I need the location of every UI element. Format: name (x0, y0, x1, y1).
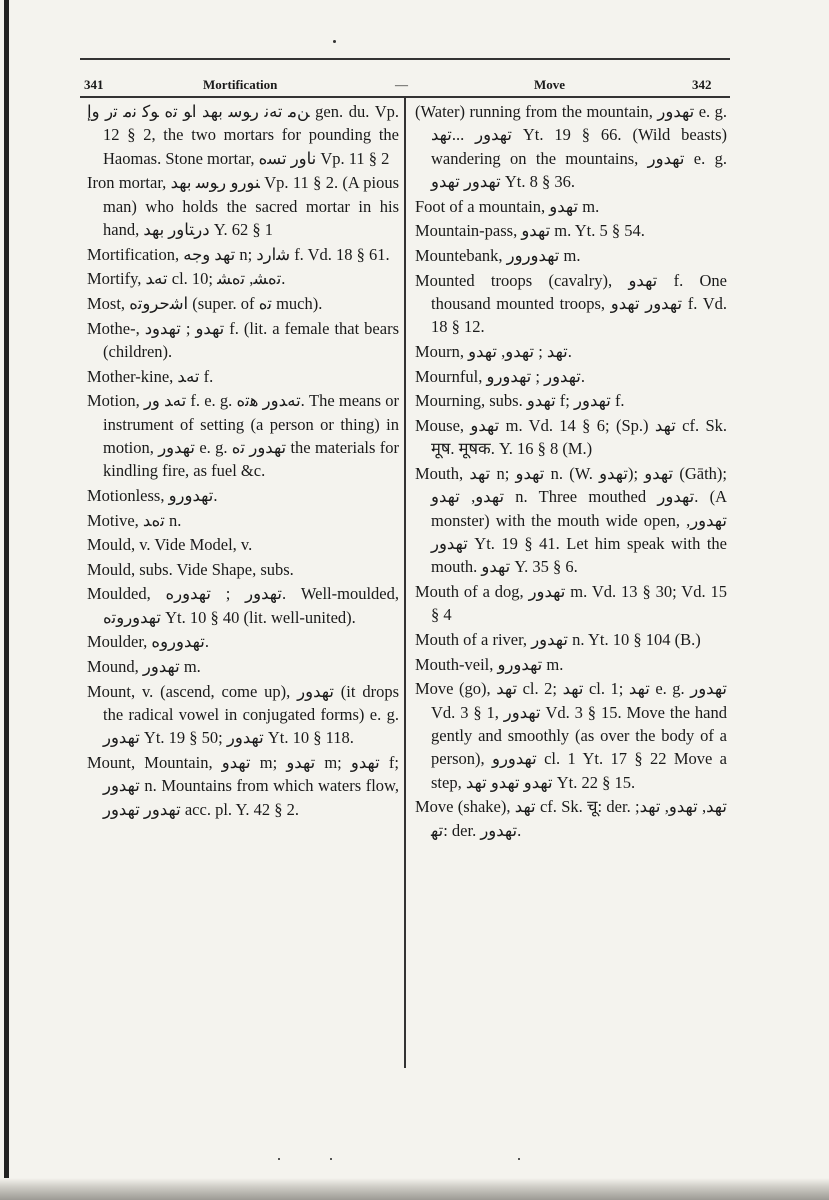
entry: Mouth, ﺗﻬﺪ n; ﺗﻬﺪﻭ n. (W. ﺗﻬﺪﻭ); ﺗﻬﺪﻭ (Gāth); ﺗﻬﺪﻭ, ﺗﻬﺪﻭ n. Three mouthed ﺗﻬﺪﻭﺭ. (A monster) with the mouth wide open, ﺗﻬﺪﻭﺭ, ﺗﻬﺪﻭﺭ Yt. 19 § 41. Let him speak with the mouth. ﺗﻬﺪﻭ Y. 35 § 6. (415, 463, 727, 577)
entry: Move (go), ﺗﻬﺪ cl. 2; ﺗﻬﺪ cl. 1; ﺗﻬﺪ e. g. ﺗﻬﺪﻭﺭ Vd. 3 § 1, ﺗﻬﺪﻭﺭ Vd. 3 § 15. Move the hand gently and smoothly (as over the body of a person), ﺗﻬﺪﻭﺭﻭ cl. 1 Yt. 17 § 22 Move a step, ﺗﻬﺪﻭ ﺗﻬﺪﻭ ﺗﻬﺪ Yt. 22 § 15. (415, 679, 728, 792)
entry: Mounted troops (cavalry), ﺗﻬﺪﻭ f. One thousand mounted troops, ﺗﻬﺪﻭﺭ ﺗﻬﺪﻭ f. Vd. 18 § 12. (415, 270, 727, 337)
entry: Foot of a mountain, ﺗﻬﺪﻭ m. (415, 196, 600, 216)
page-header (80, 58, 730, 98)
entry: Moulder, ﺗﻬﺪﻭﺭﻭﻩ. (87, 632, 209, 652)
left-column (87, 100, 399, 822)
entry: Moulded, ﺗﻬﺪﻭﺭ ; ﺗﻬﺪﻭﺭﻩ. Well-moulded, ﺗﻬﺪﻭﺭﻭﺗﻩ Yt. 10 § 40 (lit. well-united). (87, 584, 399, 627)
entry: Mount, Mountain, ﺗﻬﺪﻭ m; ﺗﻬﺪﻭ m; ﺗﻬﺪﻭ f; ﺗﻬﺪﻭﺭ n. Mountains from which waters flow, ﺗﻬﺪﻭﺭ ﺗﻬﺪﻭﺭ acc. pl. Y. 42 § 2. (87, 752, 399, 819)
entry: Motive, ﺗﻩﺪ n. (87, 510, 182, 530)
entry: Mortify, ﺗﻪﺪ cl. 10; ﺗﻩﺸ, ﺗﻩﺸ. (87, 269, 286, 289)
entry: Mother-kine, ﺗﻪﺪ f. (87, 366, 214, 386)
entry: Motion, ﺗﻪﺪ ﻭﺭ f. e. g. ﺗﻪﺪﻭﺭ ﻫﺗﻩ. The means or instrument of setting (a person or thing) in motion, ﺗﻬﺪﻭﺭ e. g. ﺗﻬﺪﻭﺭ ﺗﻩ the materials for kindling fire, as fuel &c. (87, 391, 399, 481)
entry: Iron mortar, ﻨﻮﺭﻭ ﺭﻮﺳ ﺑﻬﺪ Vp. 11 § 2. (A pious man) who holds the sacred mortar in his hand, ﺩﺭﺘﺎﻭﺭ ﺑﻬﺪ Y. 62 § 1 (87, 173, 400, 240)
entry: Mountain-pass, ﺗﻬﺪﻭ m. Yt. 5 § 54. (415, 221, 645, 241)
entry: Mourn, ﺗﻬﺪ ; ﺗﻬﺪﻭ, ﺗﻬﺪﻭ. (415, 342, 572, 361)
binding-edge (4, 0, 9, 1200)
entry: Mournful, ﺗﻬﺪﻭﺭ ; ﺗﻬﺪﻭﺭﻭ. (415, 366, 586, 386)
entry: Mountebank, ﺗﻬﺪﻭﺭﻭﺭ m. (415, 246, 581, 265)
entry: Most, ﺍﺷﺣﺮﻭﺗﻩ (super. of ﺗﻩ much). (87, 294, 323, 313)
column-divider (404, 96, 406, 1068)
running-head-right: Move (534, 77, 566, 92)
entry: Mouse, ﺗﻬﺪﻭ m. Vd. 14 § 6; (Sp.) ﺗﻬﺪ cf. Sk. मूष. मूषक. Y. 16 § 8 (M.) (415, 415, 728, 459)
entry: Mouth of a dog, ﺗﻬﺪﻭﺭ m. Vd. 13 § 30; Vd. 15 § 4 (415, 582, 727, 625)
page-number-right: 342 (692, 77, 712, 92)
right-column (415, 100, 727, 843)
scan-shadow (0, 1178, 829, 1200)
entry: Mothe-, ﺗﻬﺪﻭ ; ﺗﻬﺪﻭﺩ f. (lit. a female that bears (children). (87, 318, 399, 361)
print-specks (278, 1158, 578, 1168)
entry: Move (shake), ﺗﻬﺪ cf. Sk. चू: der. ﺗﻬﺪ, ﺗﻬﺪﻭ, ﺗﻬﺪ; ﺗﻬ: der. ﺗﻬﺪﻭﺭ. (415, 797, 727, 840)
entry: Mouth-veil, ﺗﻬﺪﻭﺭﻭ m. (415, 654, 564, 674)
entry: (Water) running from the mountain, ﺗﻬﺪﻭﺭ e. g. ﺗﻬﺪﻭﺭ ...ﺗﻬﺪ Yt. 19 § 66. (Wild beasts) wandering on the mountains, ﺗﻬﺪﻭﺭ e. g. ﺗﻬﺪﻭﺭ ﺗﻬﺪﻭ Yt. 8 § 36. (415, 102, 727, 192)
entry: ﻦﻣ ﺗﻪﻧ ﺭﻮﺳ ﺑﻬﺪ ﺍﻮ ﺗﻩ ﻮﻛ ﻧﻣ ﺗﺭ ﻭﺇ gen. du. Vp. 12 § 2, the two mortars for pounding the Haomas. Stone mortar, ﻧﺎﻭﺭ ﺗﺴﻩ Vp. 11 § 2 (87, 102, 399, 168)
entry: Mount, v. (ascend, come up), ﺗﻬﺪﻭﺭ (it drops the radical vowel in conjugated forms) e. g. ﺗﻬﺪﻭﺭ Yt. 19 § 50; ﺗﻬﺪﻭﺭ Yt. 10 § 118. (87, 681, 399, 748)
page-number-left: 341 (84, 77, 104, 92)
entry: Mould, v. Vide Model, v. (87, 535, 253, 555)
header-dash: — (395, 77, 408, 92)
entry: Mould, subs. Vide Shape, subs. (87, 559, 294, 579)
entry: Motionless, ﺗﻬﺪﻭﺭﻭ. (87, 486, 218, 505)
entry: Mortification, ﺗﻬﺪ ﻭﺟﻪ n; ﺷﺍﺭﺩ f. Vd. 18 § 61. (87, 244, 390, 264)
running-head-left: Mortification (203, 77, 278, 92)
entry: Mourning, subs. ﺗﻬﺪﻭ f; ﺗﻬﺪﻭﺭ f. (415, 391, 625, 411)
entry: Mound, ﺗﻬﺪﻭﺭ m. (87, 656, 201, 676)
speck (333, 40, 336, 43)
entry: Mouth of a river, ﺗﻬﺪﻭﺭ n. Yt. 10 § 104 (B.) (415, 630, 701, 649)
